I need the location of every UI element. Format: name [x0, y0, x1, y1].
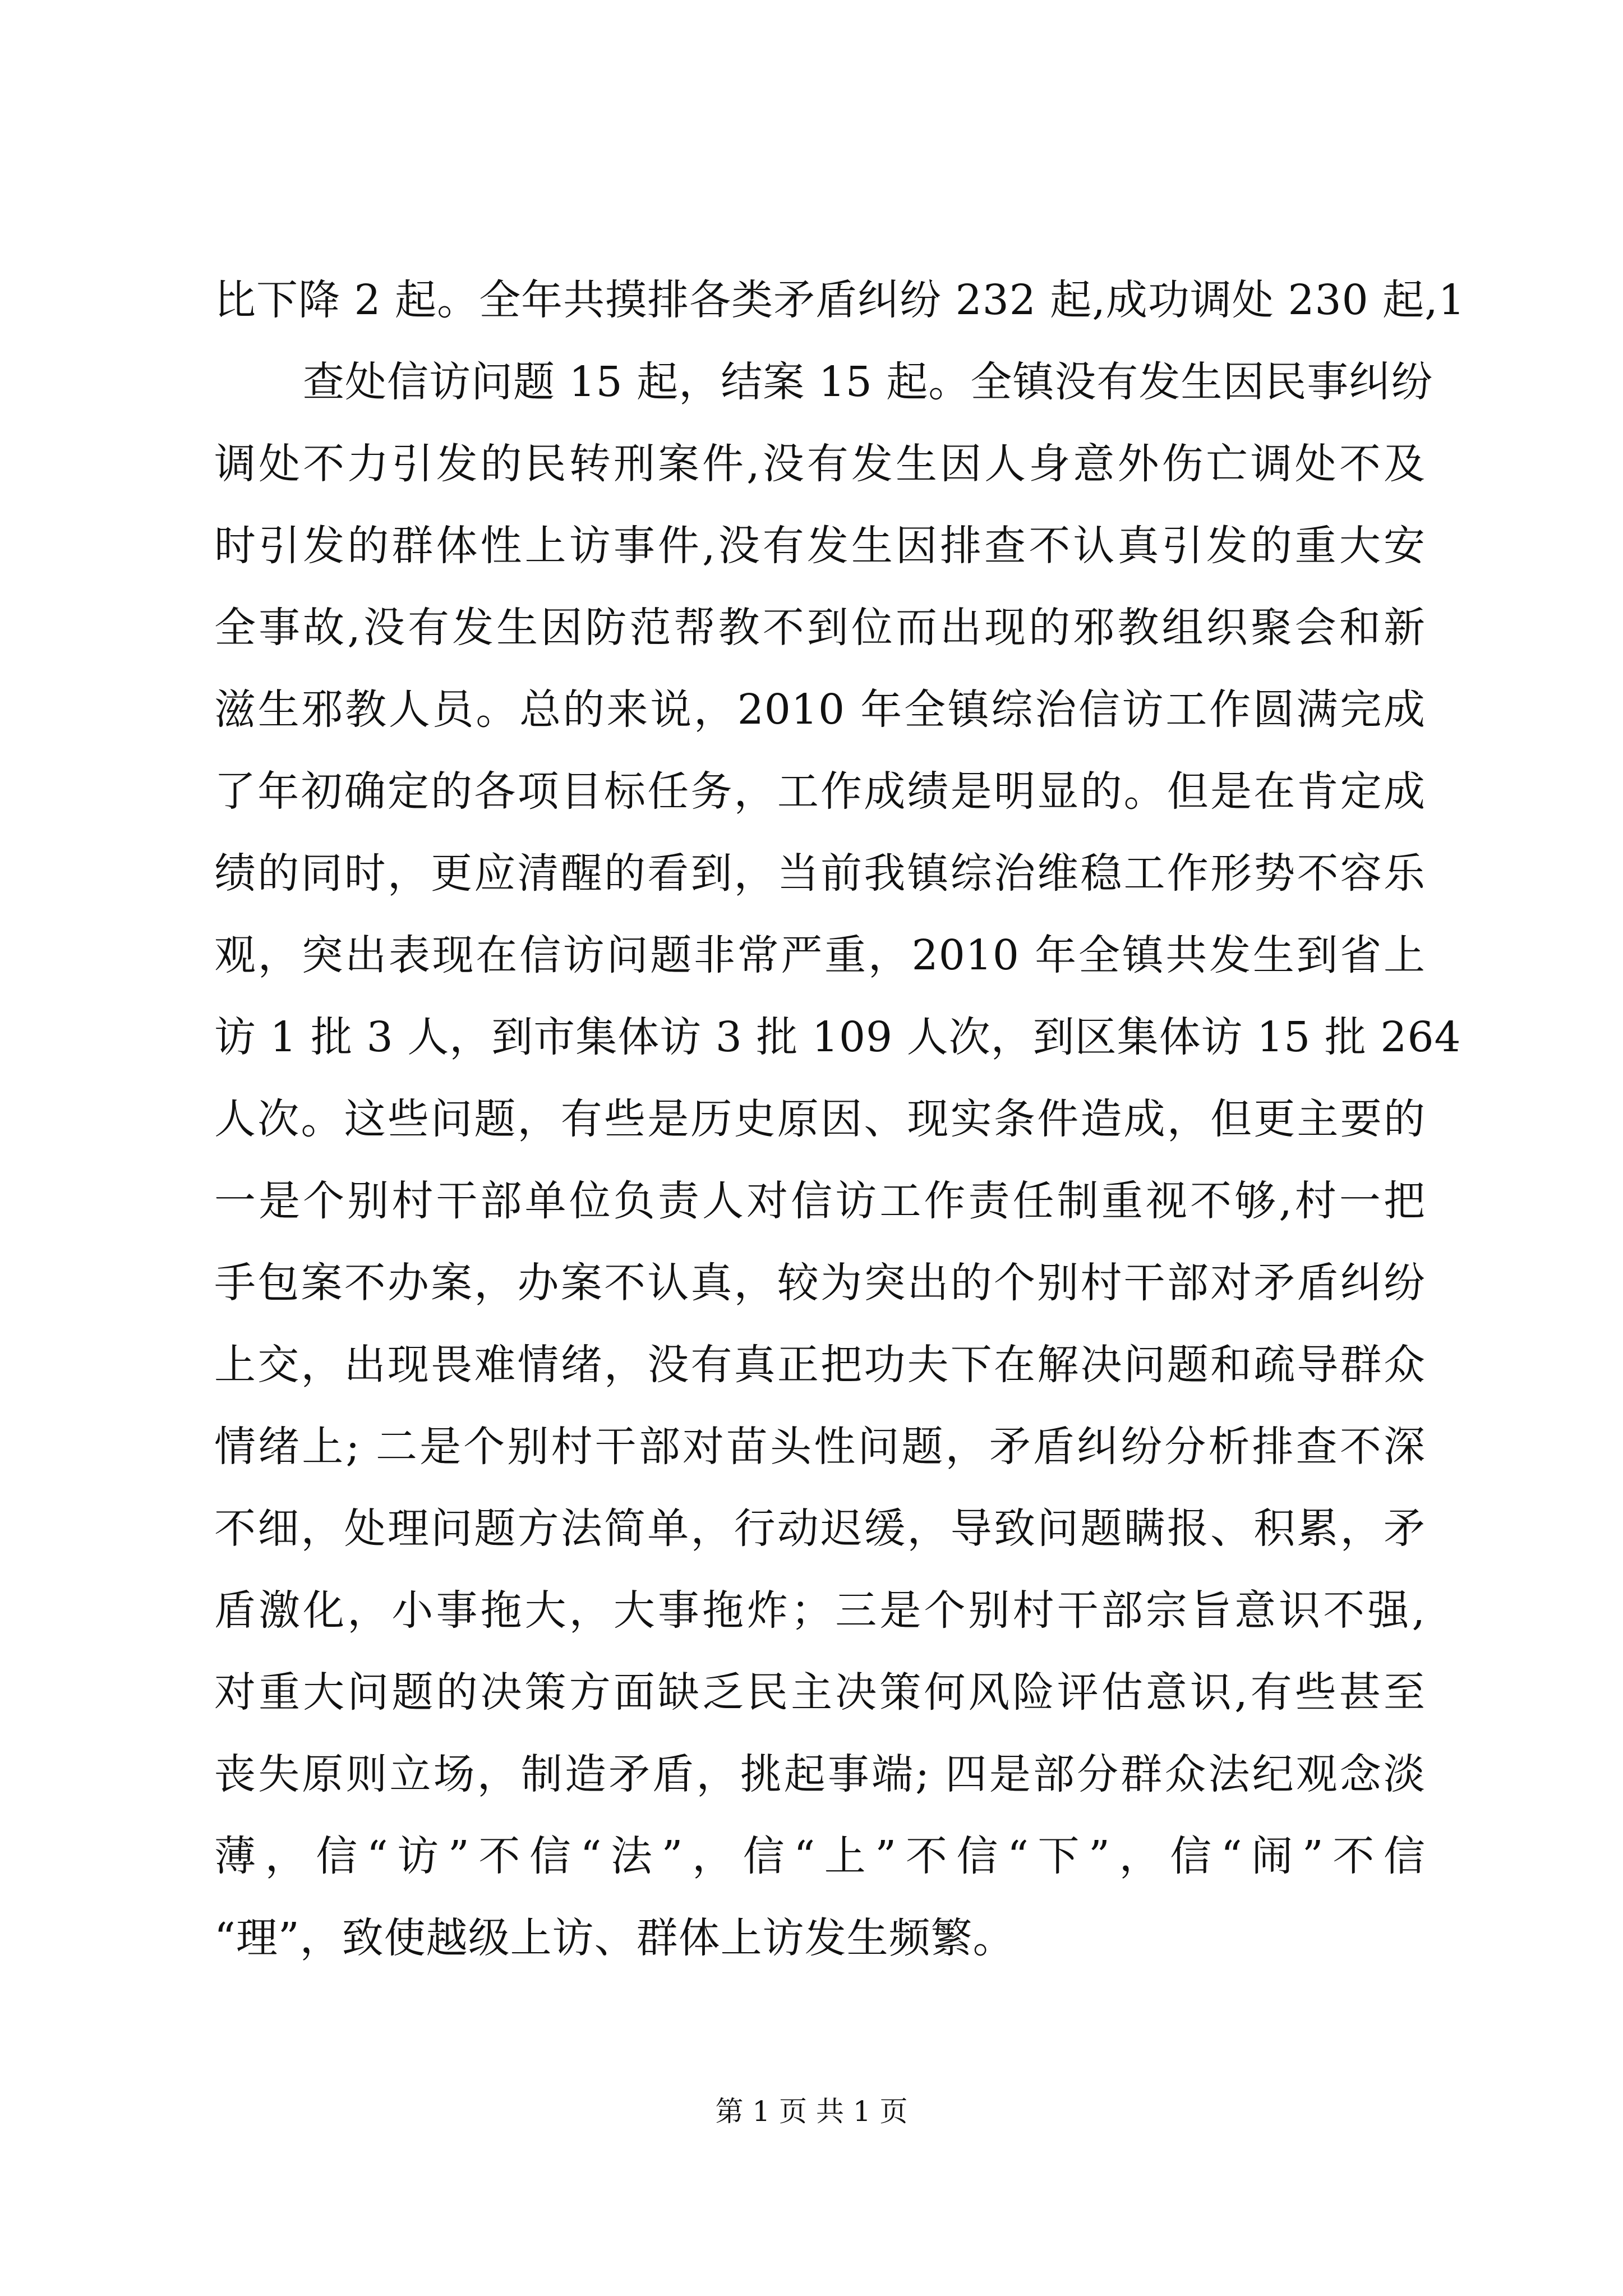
text-line: 人次。这些问题，有些是历史原因、现实条件造成，但更主要的	[214, 1095, 1426, 1143]
text-line: 手包案不办案，办案不认真，较为突出的个别村干部对矛盾纠纷	[214, 1259, 1426, 1307]
text-line: 了年初确定的各项目标任务，工作成绩是明显的。但是在肯定成	[214, 767, 1426, 816]
document-body	[214, 259, 1465, 1979]
text-line: 滋生邪教人员。总的来说，2010 年全镇综治信访工作圆满完成	[214, 685, 1426, 734]
text-line: 丧失原则立场，制造矛盾，挑起事端; 四是部分群众法纪观念淡	[214, 1750, 1426, 1798]
text-line: 上交，出现畏难情绪，没有真正把功夫下在解决问题和疏导群众	[214, 1341, 1426, 1389]
text-line: 对重大问题的决策方面缺乏民主决策何风险评估意识,有些甚至	[214, 1668, 1426, 1717]
text-line: 访 1 批 3 人，到市集体访 3 批 109 人次，到区集体访 15 批 264	[214, 1013, 1461, 1061]
text-line: 全事故,没有发生因防范帮教不到位而出现的邪教组织聚会和新	[214, 604, 1426, 652]
text-line: 薄，信“访”不信“法”，信“上”不信“下”，信“闹”不信	[214, 1832, 1426, 1880]
text-line: 比下降 2 起。全年共摸排各类矛盾纠纷 232 起,成功调处 230 起,1	[214, 276, 1465, 324]
page-footer: 第 1 页 共 1 页	[715, 2095, 908, 2128]
text-line: “理”，致使越级上访、群体上访发生频繁。	[214, 1914, 1015, 1962]
text-line: 不细，处理问题方法简单，行动迟缓，导致问题瞒报、积累，矛	[214, 1504, 1426, 1553]
text-line: 一是个别村干部单位负责人对信访工作责任制重视不够,村一把	[214, 1177, 1426, 1225]
text-line: 观，突出表现在信访问题非常严重，2010 年全镇共发生到省上	[214, 931, 1426, 979]
text-line: 盾激化，小事拖大，大事拖炸；三是个别村干部宗旨意识不强,	[214, 1586, 1426, 1635]
text-line: 绩的同时，更应清醒的看到，当前我镇综治维稳工作形势不容乐	[214, 849, 1426, 898]
text-line: 调处不力引发的民转刑案件,没有发生因人身意外伤亡调处不及	[214, 440, 1426, 488]
text-line: 查处信访问题 15 起，结案 15 起。全镇没有发生因民事纠纷	[303, 358, 1433, 406]
text-line: 时引发的群体性上访事件,没有发生因排查不认真引发的重大安	[214, 522, 1426, 570]
text-line: 情绪上; 二是个别村干部对苗头性问题，矛盾纠纷分析排查不深	[214, 1423, 1426, 1471]
